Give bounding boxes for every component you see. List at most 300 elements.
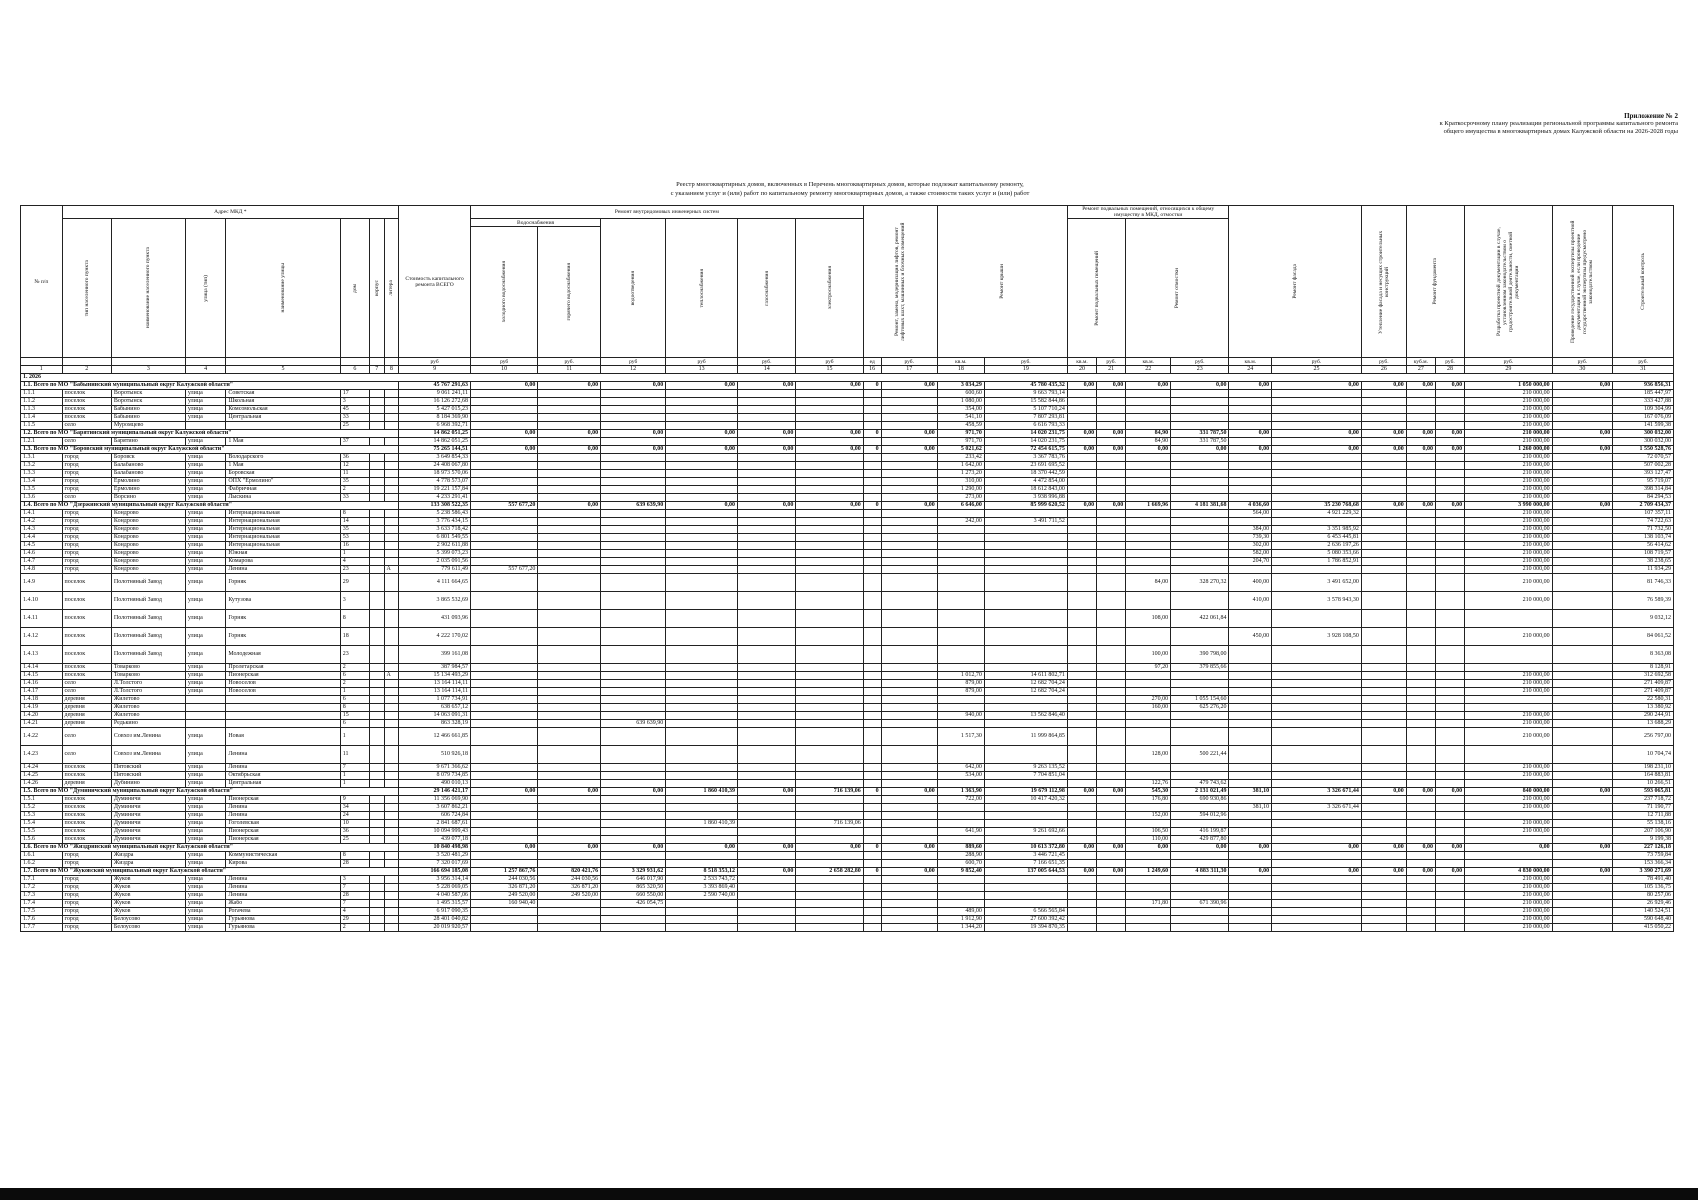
cell-hw (470, 720, 537, 728)
cell-sc: 9 199,38 (1613, 836, 1674, 844)
cell-sw (601, 438, 666, 446)
cell-ra (937, 510, 984, 518)
cell-no: 1.4.25 (21, 772, 63, 780)
cell-b (369, 688, 384, 696)
cell-fv: 0,00 (1406, 502, 1435, 510)
cell-ht (666, 696, 738, 704)
cell-cw (538, 900, 601, 908)
cell-fd (1435, 414, 1464, 422)
cell-ba (1067, 836, 1096, 844)
cell-pd: 210 000,00 (1465, 526, 1553, 534)
cell-fd (1435, 390, 1464, 398)
header-total-cost: Стоимость капитального ремонта ВСЕГО (399, 206, 471, 358)
cell-s: Кутузова (226, 592, 340, 610)
cell-rr: 14 611 802,71 (984, 672, 1067, 680)
cell-lr (881, 398, 937, 406)
cell-cw (538, 422, 601, 430)
cell-fr (1272, 720, 1362, 728)
column-number: 12 (601, 366, 666, 374)
table-row (21, 486, 1674, 494)
cell-br (1097, 398, 1126, 406)
unit-cell: руб. (1361, 358, 1406, 366)
cell-ht (666, 390, 738, 398)
cell-ra (937, 892, 984, 900)
cell-el: 0,00 (796, 502, 863, 510)
cell-gs (738, 462, 796, 470)
cell-ur (1361, 772, 1406, 780)
cell-br (1097, 780, 1126, 788)
cell-lu (863, 924, 881, 932)
cell-fa: 0,00 (1229, 382, 1272, 390)
cell-no: 1.4.23 (21, 746, 63, 764)
unit-cell: руб. (1097, 358, 1126, 366)
cell-oa: 176,80 (1126, 796, 1171, 804)
cell-or: 328 270,32 (1171, 574, 1229, 592)
cell-l (384, 780, 399, 788)
cell-br (1097, 454, 1126, 462)
section-label: 1.2. Всего по МО "Барятинский муниципальный округ Калужской области" (21, 430, 399, 438)
cell-sw (601, 712, 666, 720)
cell-st: улица (185, 510, 225, 518)
cell-pd (1465, 610, 1553, 628)
cell-b (369, 852, 384, 860)
cell-gs (738, 908, 796, 916)
cell-st: улица (185, 592, 225, 610)
cell-st: улица (185, 628, 225, 646)
section-total-row (21, 788, 1674, 796)
cell-b (369, 900, 384, 908)
cell-cw (538, 574, 601, 592)
cell-fa: 302,00 (1229, 542, 1272, 550)
cell-sc: 38 238,65 (1613, 558, 1674, 566)
cell-ht (666, 478, 738, 486)
cell-br (1097, 764, 1126, 772)
cell-t: город (62, 908, 111, 916)
cell-l (384, 704, 399, 712)
cell-cw (538, 454, 601, 462)
cell-lr (881, 704, 937, 712)
cell-h: 8 (340, 704, 369, 712)
cell-sw (601, 550, 666, 558)
header-basement: Ремонт подвальных помещений (1067, 219, 1125, 358)
cell-sc: 13 688,29 (1613, 720, 1674, 728)
cell-ba (1067, 390, 1096, 398)
cell-fd (1435, 534, 1464, 542)
cell-t: поселок (62, 828, 111, 836)
cell-gs (738, 728, 796, 746)
cell-ht (666, 470, 738, 478)
cell-pd: 210 000,00 (1465, 804, 1553, 812)
cell-br (1097, 836, 1126, 844)
cell-or: 1 055 154,60 (1171, 696, 1229, 704)
cell-lu (863, 610, 881, 628)
cell-ra: 641,90 (937, 828, 984, 836)
cell-ra: 971,70 (937, 430, 984, 438)
cell-h: 2 (340, 486, 369, 494)
cell-lu (863, 892, 881, 900)
cell-hw (470, 438, 537, 446)
cell-gs (738, 712, 796, 720)
unit-cell: кв.м. (1067, 358, 1096, 366)
cell-fv (1406, 542, 1435, 550)
cell-gs (738, 414, 796, 422)
cell-fr (1272, 664, 1362, 672)
table-row (21, 704, 1674, 712)
cell-total: 13 164 114,11 (399, 688, 471, 696)
cell-b (369, 628, 384, 646)
cell-fa (1229, 664, 1272, 672)
cell-sw (601, 542, 666, 550)
cell-total: 431 093,96 (399, 610, 471, 628)
cell-ex (1552, 680, 1613, 688)
cell-pd (1465, 704, 1553, 712)
cell-or (1171, 518, 1229, 526)
table-row (21, 470, 1674, 478)
cell-fa (1229, 462, 1272, 470)
cell-l (384, 892, 399, 900)
cell-pd: 210 000,00 (1465, 454, 1553, 462)
cell-el (796, 646, 863, 664)
cell-st: улица (185, 828, 225, 836)
cell-fv (1406, 534, 1435, 542)
cell-fa (1229, 828, 1272, 836)
cell-fd (1435, 876, 1464, 884)
cell-pd: 210 000,00 (1465, 542, 1553, 550)
cell-sw (601, 780, 666, 788)
cell-ba (1067, 422, 1096, 430)
cell-ht: 2 590 740,00 (666, 892, 738, 900)
cell-no: 1.5.2 (21, 804, 63, 812)
cell-cw: 0,00 (538, 446, 601, 454)
cell-st: улица (185, 764, 225, 772)
cell-fr (1272, 518, 1362, 526)
cell-sc: 9 032,12 (1613, 610, 1674, 628)
cell-cw (538, 664, 601, 672)
cell-rr (984, 696, 1067, 704)
cell-total: 133 308 522,35 (399, 502, 471, 510)
cell-t: село (62, 494, 111, 502)
cell-lr (881, 454, 937, 462)
cell-ur (1361, 574, 1406, 592)
cell-hw (470, 610, 537, 628)
cell-ex (1552, 406, 1613, 414)
cell-sw (601, 414, 666, 422)
cell-or (1171, 558, 1229, 566)
cell-fv (1406, 908, 1435, 916)
cell-cw (538, 526, 601, 534)
cell-fv (1406, 884, 1435, 892)
cell-total: 638 657,12 (399, 704, 471, 712)
cell-lr (881, 672, 937, 680)
cell-fr (1272, 828, 1362, 836)
cell-st: улица (185, 494, 225, 502)
cell-t: село (62, 746, 111, 764)
cell-b (369, 398, 384, 406)
cell-s: Лыскина (226, 494, 340, 502)
cell-sw: 639 639,90 (601, 720, 666, 728)
unit-cell: руб. (1272, 358, 1362, 366)
cell-fa (1229, 796, 1272, 804)
cell-el: 2 658 282,80 (796, 868, 863, 876)
cell-gs (738, 566, 796, 574)
cell-pd: 4 830 000,00 (1465, 868, 1553, 876)
cell-ht (666, 526, 738, 534)
section-label: 1.3. Всего по МО "Боровский муниципальный округ Калужской области" (21, 446, 399, 454)
cell-l (384, 646, 399, 664)
cell-h: 9 (340, 796, 369, 804)
column-number: 2 (62, 366, 111, 374)
cell-sw (601, 908, 666, 916)
cell-ex (1552, 916, 1613, 924)
cell-br (1097, 672, 1126, 680)
cell-s: Ленина (226, 764, 340, 772)
cell-fr: 0,00 (1272, 382, 1362, 390)
cell-br: 0,00 (1097, 844, 1126, 852)
cell-oa (1126, 422, 1171, 430)
cell-hw (470, 518, 537, 526)
cell-ht (666, 422, 738, 430)
cell-b (369, 916, 384, 924)
cell-n: Кондрово (111, 542, 185, 550)
header-reinforcement: Утепление фасада и несущих строительных конструкций (1361, 206, 1406, 358)
cell-b (369, 820, 384, 828)
column-number: 18 (937, 366, 984, 374)
cell-hw (470, 860, 537, 868)
cell-or (1171, 406, 1229, 414)
cell-n: Ворсино (111, 494, 185, 502)
cell-ht (666, 772, 738, 780)
cell-rr (984, 804, 1067, 812)
cell-sw (601, 470, 666, 478)
cell-ra (937, 558, 984, 566)
cell-pd: 210 000,00 (1465, 900, 1553, 908)
cell-b (369, 558, 384, 566)
cell-ex (1552, 628, 1613, 646)
cell-fa (1229, 892, 1272, 900)
cell-s: Школьная (226, 398, 340, 406)
cell-ur (1361, 454, 1406, 462)
cell-n: Думиничи (111, 796, 185, 804)
cell-l (384, 772, 399, 780)
column-number: 20 (1067, 366, 1096, 374)
cell-s: Пионерская (226, 796, 340, 804)
unit-cell: кв.м. (1229, 358, 1272, 366)
cell-fv (1406, 454, 1435, 462)
cell-ht (666, 486, 738, 494)
cell-gs (738, 494, 796, 502)
cell-ex (1552, 672, 1613, 680)
cell-no: 1.3.6 (21, 494, 63, 502)
section-total-row (21, 446, 1674, 454)
cell-no: 1.3.1 (21, 454, 63, 462)
cell-t: город (62, 454, 111, 462)
cell-b (369, 704, 384, 712)
cell-fd (1435, 494, 1464, 502)
cell-fr (1272, 454, 1362, 462)
cell-fd (1435, 672, 1464, 680)
cell-ex (1552, 390, 1613, 398)
cell-oa: 122,76 (1126, 780, 1171, 788)
column-number: 29 (1465, 366, 1553, 374)
cell-hw (470, 772, 537, 780)
cell-fa (1229, 780, 1272, 788)
cell-pd: 0,00 (1465, 844, 1553, 852)
column-number: 21 (1097, 366, 1126, 374)
cell-total: 45 767 291,63 (399, 382, 471, 390)
cell-fd: 0,00 (1435, 446, 1464, 454)
cell-lr (881, 908, 937, 916)
cell-oa: 100,00 (1126, 646, 1171, 664)
cell-rr (984, 510, 1067, 518)
cell-hw: 244 030,56 (470, 876, 537, 884)
cell-lr (881, 720, 937, 728)
cell-sw: 646 017,90 (601, 876, 666, 884)
cell-lr (881, 646, 937, 664)
cell-fa (1229, 908, 1272, 916)
cell-el (796, 712, 863, 720)
cell-gs (738, 688, 796, 696)
table-row (21, 510, 1674, 518)
cell-br (1097, 486, 1126, 494)
cell-ex (1552, 688, 1613, 696)
cell-fr: 3 491 652,00 (1272, 574, 1362, 592)
cell-b (369, 390, 384, 398)
cell-ht (666, 704, 738, 712)
cell-n: Балабаново (111, 470, 185, 478)
table-row (21, 406, 1674, 414)
cell-gs: 0,00 (738, 788, 796, 796)
unit-cell: кв.м. (1126, 358, 1171, 366)
cell-oa (1126, 860, 1171, 868)
cell-sw (601, 534, 666, 542)
cell-lr (881, 566, 937, 574)
cell-b (369, 884, 384, 892)
cell-cw (538, 704, 601, 712)
cell-ba (1067, 884, 1096, 892)
cell-or: 2 131 021,49 (1171, 788, 1229, 796)
cell-ht (666, 438, 738, 446)
cell-s: Пионерская (226, 836, 340, 844)
cell-b (369, 510, 384, 518)
cell-rr (984, 780, 1067, 788)
cell-rr: 7 807 293,81 (984, 414, 1067, 422)
cell-hw (470, 696, 537, 704)
cell-s: Интернациональная (226, 526, 340, 534)
cell-hw (470, 414, 537, 422)
cell-no: 1.4.12 (21, 628, 63, 646)
cell-oa (1126, 592, 1171, 610)
header-house: дом (340, 219, 369, 358)
cell-s: Октябрьская (226, 772, 340, 780)
cell-oa: 0,00 (1126, 382, 1171, 390)
cell-lr: 0,00 (881, 430, 937, 438)
cell-n: Белоусово (111, 924, 185, 932)
cell-ra: 1 642,00 (937, 462, 984, 470)
cell-or (1171, 566, 1229, 574)
cell-lr (881, 406, 937, 414)
cell-pd: 210 000,00 (1465, 470, 1553, 478)
cell-total: 166 694 185,08 (399, 868, 471, 876)
cell-ba (1067, 804, 1096, 812)
cell-ht (666, 796, 738, 804)
cell-total: 606 724,84 (399, 812, 471, 820)
cell-oa: 270,00 (1126, 696, 1171, 704)
cell-no: 1.5.4 (21, 820, 63, 828)
cell-ht: 8 518 353,12 (666, 868, 738, 876)
cell-rr: 72 454 615,75 (984, 446, 1067, 454)
cell-s (226, 696, 340, 704)
cell-s: Пионерская (226, 672, 340, 680)
cell-st: улица (185, 900, 225, 908)
cell-fd (1435, 780, 1464, 788)
cell-fr (1272, 860, 1362, 868)
cell-t: поселок (62, 574, 111, 592)
cell-total: 18 973 570,06 (399, 470, 471, 478)
cell-lr (881, 892, 937, 900)
cell-l (384, 728, 399, 746)
column-number: 16 (863, 366, 881, 374)
cell-lr (881, 884, 937, 892)
cell-lr (881, 494, 937, 502)
cell-or: 4 883 311,30 (1171, 868, 1229, 876)
cell-total: 1 077 734,91 (399, 696, 471, 704)
cell-st: улица (185, 796, 225, 804)
cell-cw (538, 924, 601, 932)
cell-pd: 210 000,00 (1465, 494, 1553, 502)
cell-lu: 0 (863, 788, 881, 796)
cell-ra: 879,00 (937, 680, 984, 688)
cell-lu (863, 908, 881, 916)
cell-fr (1272, 780, 1362, 788)
cell-ba (1067, 728, 1096, 746)
cell-ra: 600,60 (937, 390, 984, 398)
unit-cell: руб. (1465, 358, 1553, 366)
cell-sc: 8 128,91 (1613, 664, 1674, 672)
cell-b (369, 494, 384, 502)
cell-ht: 1 860 410,39 (666, 820, 738, 828)
cell-sw: 639 639,90 (601, 502, 666, 510)
cell-total: 5 427 015,23 (399, 406, 471, 414)
appendix-line-1: к Краткосрочному плану реализации региональной программы капитального ремонта (1439, 120, 1678, 127)
cell-fd (1435, 592, 1464, 610)
cell-cw (538, 712, 601, 720)
cell-ra: 1 363,90 (937, 788, 984, 796)
cell-el (796, 534, 863, 542)
cell-fr (1272, 728, 1362, 746)
cell-hw (470, 454, 537, 462)
cell-fr (1272, 704, 1362, 712)
cell-sc: 256 797,00 (1613, 728, 1674, 746)
cell-lu: 0 (863, 430, 881, 438)
cell-pd (1465, 836, 1553, 844)
cell-n: Товарково (111, 664, 185, 672)
cell-el (796, 470, 863, 478)
cell-ex: 0,00 (1552, 844, 1613, 852)
cell-fd (1435, 406, 1464, 414)
cell-gs (738, 672, 796, 680)
cell-l (384, 664, 399, 672)
cell-oa (1126, 764, 1171, 772)
cell-ba (1067, 558, 1096, 566)
header-design-docs: Разработка проектной документации в случае, установленном законодательством о градостроительной деятельности, сметной документации (1465, 206, 1553, 358)
cell-total: 29 146 421,17 (399, 788, 471, 796)
cell-t: город (62, 486, 111, 494)
cell-or (1171, 414, 1229, 422)
table-row (21, 680, 1674, 688)
cell-or (1171, 526, 1229, 534)
cell-ra: 354,00 (937, 406, 984, 414)
cell-pd: 210 000,00 (1465, 764, 1553, 772)
